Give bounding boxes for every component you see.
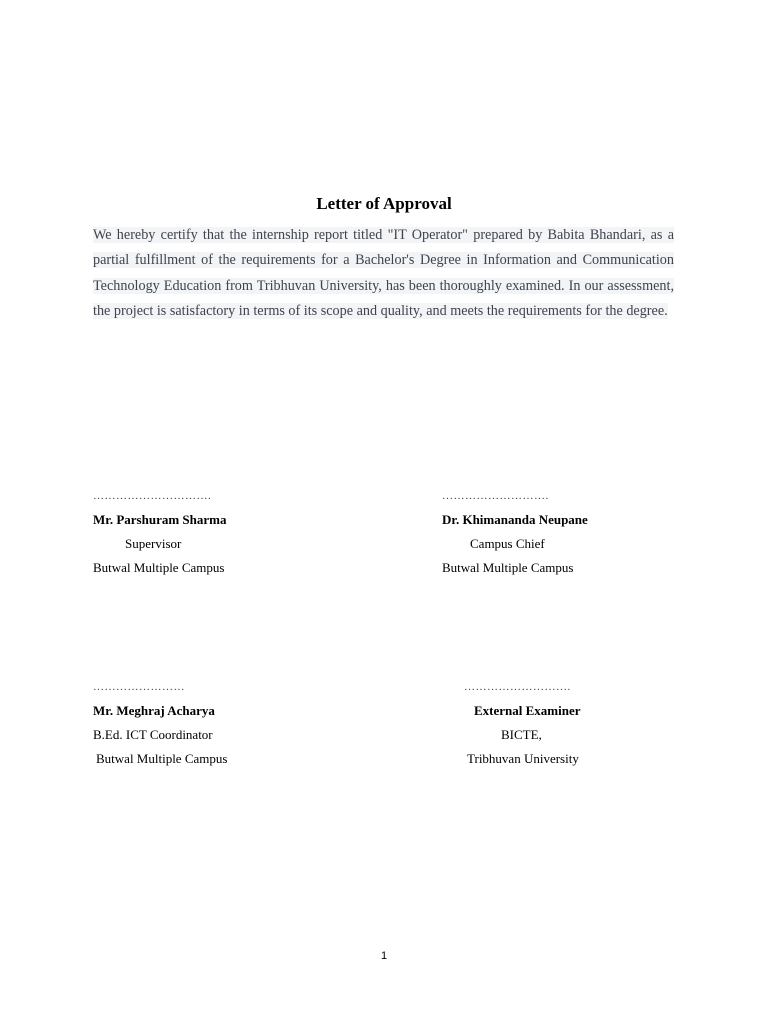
signatory-role: Campus Chief <box>470 536 545 551</box>
signatory-institution: Butwal Multiple Campus <box>442 560 574 575</box>
letter-title: Letter of Approval <box>316 194 452 213</box>
approval-paragraph <box>93 223 674 324</box>
page-number: 1 <box>380 950 388 962</box>
signature-block-campus-chief <box>442 484 588 580</box>
signature-line: …………………………. <box>93 490 212 502</box>
signature-line: ………………………. <box>442 490 549 502</box>
signature-block-supervisor <box>93 484 227 580</box>
signatory-institution: Butwal Multiple Campus <box>96 751 228 766</box>
signatory-name: Mr. Parshuram Sharma <box>93 512 227 527</box>
signatory-name: External Examiner <box>474 703 581 718</box>
signature-line: ………………………. <box>464 681 571 693</box>
signature-line: …………………… <box>93 681 185 693</box>
signatory-role: B.Ed. ICT Coordinator <box>93 727 213 742</box>
signature-block-external-examiner <box>464 675 581 771</box>
signatory-institution: Tribhuvan University <box>467 751 579 766</box>
signatory-name: Mr. Meghraj Acharya <box>93 703 215 718</box>
signatory-institution: Butwal Multiple Campus <box>93 560 225 575</box>
signatory-role: BICTE, <box>501 727 542 742</box>
signatory-name: Dr. Khimananda Neupane <box>442 512 588 527</box>
signature-block-coordinator <box>93 675 227 771</box>
approval-paragraph-text: We hereby certify that the internship report titled "IT Operator" prepared by Babita Bhandari, as a partial fulfillment of the requirements for a Bachelor's Degree in Information and Communication Technology Education from Tribhuvan University, has been thoroughly examined. In our assessment, the project is satisfactory in terms of its scope and quality, and meets the requirements for the degree. <box>93 227 674 319</box>
signatory-role: Supervisor <box>125 536 182 551</box>
